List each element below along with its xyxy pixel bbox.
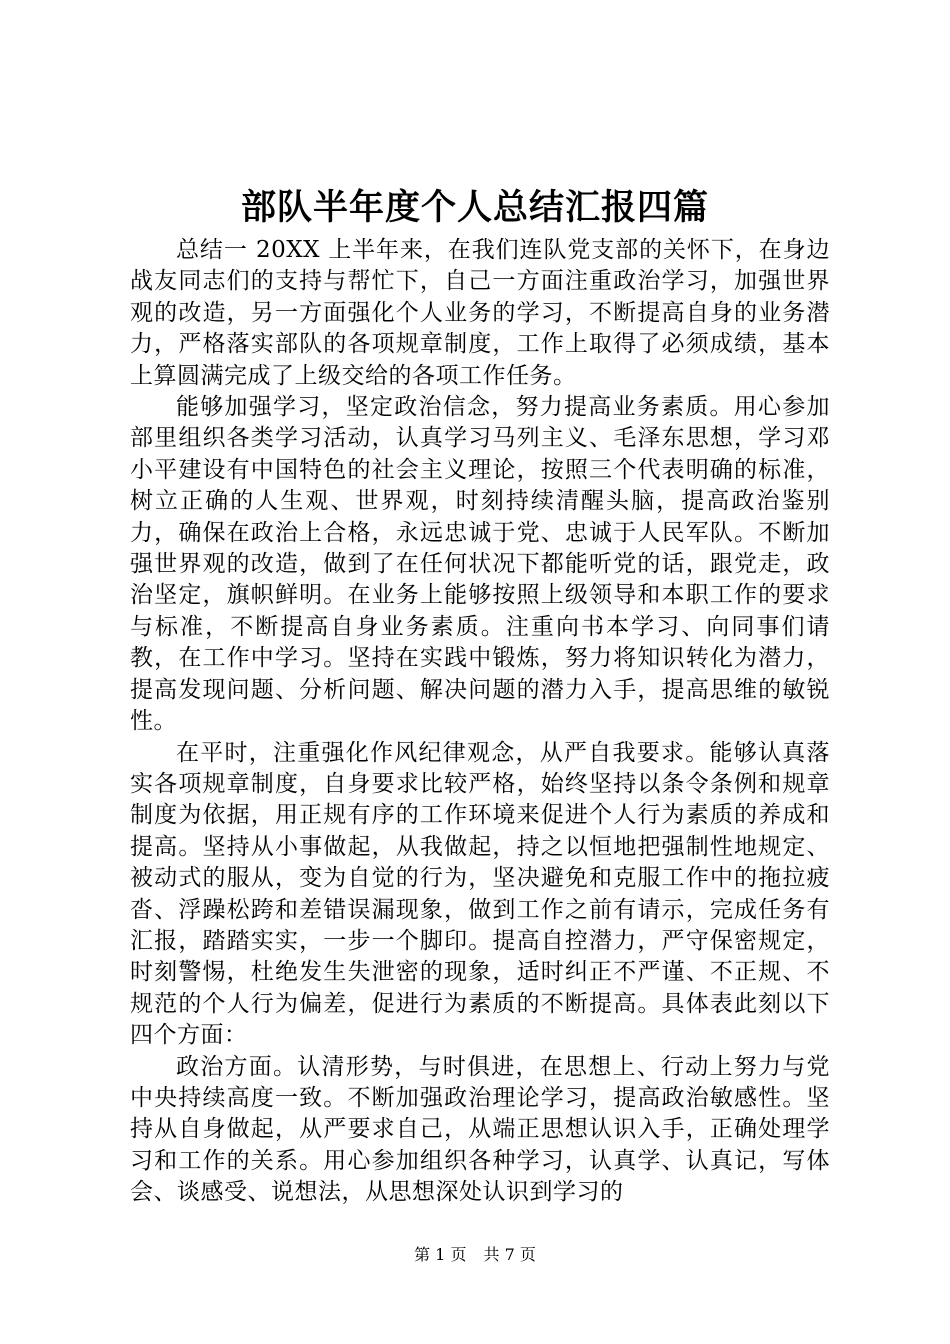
paragraph-4: 政治方面。认清形势，与时俱进，在思想上、行动上努力与党中央持续高度一致。不断加强政治理论学习，提高政治敏感性。坚持从自身做起，从严要求自己，从端正思想认识入手，正确处理学习和工作的关系。用心参加组织各种学习，认真学、认真记，写体会、谈感受、说想法，从思想深处认识到学习的 — [130, 1053, 830, 1206]
page-footer — [0, 1243, 950, 1267]
document-title: 部队半年度个人总结汇报四篇 — [240, 187, 709, 228]
paragraph-1: 总结一 20XX 上半年来，在我们连队党支部的关怀下，在身边战友同志们的支持与帮忙下，自己一方面注重政治学习，加强世界观的改造，另一方面强化个人业务的学习，不断提高自身的业务潜力，严格落实部队的各项规章制度，工作上取得了必须成绩，基本上算圆满完成了上级交给的各项工作任务。 — [130, 237, 830, 389]
paragraph-3: 在平时，注重强化作风纪律观念，从严自我要求。能够认真落实各项规章制度，自身要求比较严格，始终坚持以条令条例和规章制度为依据，用正规有序的工作环境来促进个人行为素质的养成和提高。坚持从小事做起，从我做起，持之以恒地把强制性地规定、被动式的服从，变为自觉的行为，坚决避免和克服工作中的拖拉疲沓、浮躁松跨和差错误漏现象，做到工作之前有请示，完成任务有汇报，踏踏实实，一步一个脚印。提高自控潜力，严守保密规定，时刻警惕，杜绝发生失泄密的现象，适时纠正不严谨、不正规、不规范的个人行为偏差，促进行为素质的不断提高。具体表此刻以下四个方面： — [130, 739, 830, 1049]
document-body — [130, 235, 830, 1209]
page-total: 共 7 页 — [483, 1245, 536, 1264]
paragraph-2: 能够加强学习，坚定政治信念，努力提高业务素质。用心参加部里组织各类学习活动，认真学习马列主义、毛泽东思想，学习邓小平建设有中国特色的社会主义理论，按照三个代表明确的标准，树立正确的人生观、世界观，时刻持续清醒头脑，提高政治鉴别力，确保在政治上合格，永远忠诚于党、忠诚于人民军队。不断加强世界观的改造，做到了在任何状况下都能听党的话，跟党走，政治坚定，旗帜鲜明。在业务上能够按照上级领导和本职工作的要求与标准，不断提高自身业务素质。注重向书本学习、向同事们请教，在工作中学习。坚持在实践中锻炼，努力将知识转化为潜力，提高发现问题、分析问题、解决问题的潜力入手，提高思维的敏锐性。 — [130, 394, 830, 735]
page-number: 第 1 页 — [414, 1245, 467, 1264]
